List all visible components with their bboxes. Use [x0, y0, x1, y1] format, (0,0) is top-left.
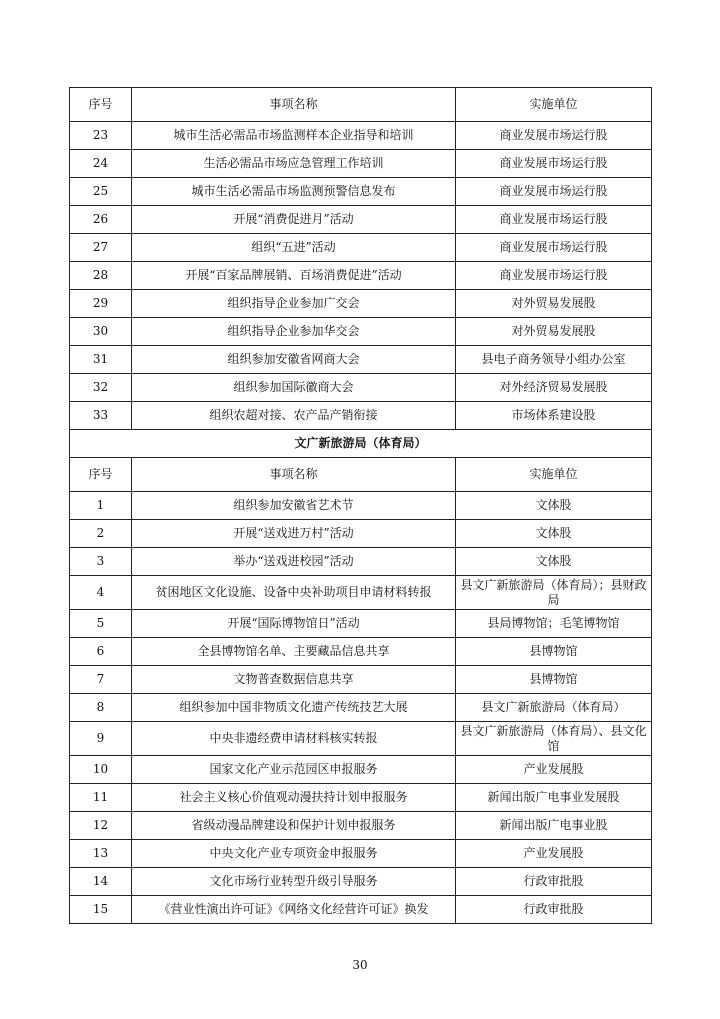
- table-row: [70, 694, 652, 722]
- row-item-name: 城市生活必需品市场监测预警信息发布: [132, 178, 456, 206]
- row-unit: 对外经济贸易发展股: [456, 374, 652, 402]
- row-unit: 商业发展市场运行股: [456, 206, 652, 234]
- table-row: [70, 458, 652, 492]
- header-unit: 实施单位: [456, 88, 652, 122]
- row-unit: 县文广新旅游局（体育局）: [456, 694, 652, 722]
- row-unit: 商业发展市场运行股: [456, 122, 652, 150]
- row-item-name: 开展“国际博物馆日”活动: [132, 610, 456, 638]
- row-item-name: 文化市场行业转型升级引导服务: [132, 868, 456, 896]
- row-seq: 25: [70, 178, 132, 206]
- row-unit: 实施单位: [456, 458, 652, 492]
- row-seq: 7: [70, 666, 132, 694]
- table-row: [70, 374, 652, 402]
- row-seq: 33: [70, 402, 132, 430]
- row-item-name: 开展“百家品牌展销、百场消费促进”活动: [132, 262, 456, 290]
- row-item-name: 组织指导企业参加广交会: [132, 290, 456, 318]
- row-seq: 6: [70, 638, 132, 666]
- row-seq: 24: [70, 150, 132, 178]
- table-row: [70, 178, 652, 206]
- row-unit: 对外贸易发展股: [456, 290, 652, 318]
- row-item-name: 组织参加国际徽商大会: [132, 374, 456, 402]
- row-item-name: 组织指导企业参加华交会: [132, 318, 456, 346]
- row-seq: 5: [70, 610, 132, 638]
- row-seq: 3: [70, 548, 132, 576]
- table-row: [70, 234, 652, 262]
- row-seq: 序号: [70, 458, 132, 492]
- row-unit: 商业发展市场运行股: [456, 178, 652, 206]
- table-row: [70, 576, 652, 610]
- service-items-table: [69, 87, 652, 924]
- header-item: 事项名称: [132, 88, 456, 122]
- table-row: [70, 206, 652, 234]
- row-seq: 2: [70, 520, 132, 548]
- row-seq: 28: [70, 262, 132, 290]
- row-item-name: 组织参加安徽省艺术节: [132, 492, 456, 520]
- row-item-name: 开展“送戏进万村”活动: [132, 520, 456, 548]
- table-row: [70, 868, 652, 896]
- row-seq: 10: [70, 756, 132, 784]
- table-row: [70, 262, 652, 290]
- row-unit: 县电子商务领导小组办公室: [456, 346, 652, 374]
- table-row: [70, 290, 652, 318]
- row-seq: 15: [70, 896, 132, 924]
- row-item-name: 全县博物馆名单、主要藏品信息共享: [132, 638, 456, 666]
- table-row: [70, 840, 652, 868]
- row-seq: 12: [70, 812, 132, 840]
- row-item-name: 开展“消费促进月”活动: [132, 206, 456, 234]
- row-seq: 31: [70, 346, 132, 374]
- row-unit: 县博物馆: [456, 666, 652, 694]
- row-unit: 产业发展股: [456, 756, 652, 784]
- page-number: 30: [352, 958, 368, 972]
- table-row: [70, 346, 652, 374]
- row-unit: 县博物馆: [456, 638, 652, 666]
- table-row: [70, 520, 652, 548]
- header-seq: 序号: [70, 88, 132, 122]
- row-item-name: 省级动漫品牌建设和保护计划申报服务: [132, 812, 456, 840]
- section-title-row: [70, 430, 652, 458]
- row-item-name: 文物普查数据信息共享: [132, 666, 456, 694]
- row-seq: 9: [70, 722, 132, 756]
- row-unit: 对外贸易发展股: [456, 318, 652, 346]
- table-row: [70, 610, 652, 638]
- row-unit: 商业发展市场运行股: [456, 262, 652, 290]
- row-seq: 11: [70, 784, 132, 812]
- row-unit: 文体股: [456, 548, 652, 576]
- row-unit: 新闻出版广电事业发展股: [456, 784, 652, 812]
- table-row: [70, 402, 652, 430]
- row-item-name: 国家文化产业示范园区申报服务: [132, 756, 456, 784]
- table-row: [70, 722, 652, 756]
- row-item-name: 生活必需品市场应急管理工作培训: [132, 150, 456, 178]
- row-seq: 8: [70, 694, 132, 722]
- row-unit: 县局博物馆；毛笔博物馆: [456, 610, 652, 638]
- row-unit: 县文广新旅游局（体育局）、县文化馆: [456, 722, 652, 756]
- row-seq: 30: [70, 318, 132, 346]
- row-seq: 13: [70, 840, 132, 868]
- row-item-name: 中央非遗经费申请材料核实转报: [132, 722, 456, 756]
- row-unit: 商业发展市场运行股: [456, 234, 652, 262]
- table-row: [70, 638, 652, 666]
- table-header-row: [70, 88, 652, 122]
- row-unit: 商业发展市场运行股: [456, 150, 652, 178]
- row-unit: 产业发展股: [456, 840, 652, 868]
- row-unit: 行政审批股: [456, 868, 652, 896]
- row-item-name: 组织“五进”活动: [132, 234, 456, 262]
- row-seq: 27: [70, 234, 132, 262]
- row-item-name: 组织参加中国非物质文化遗产传统技艺大展: [132, 694, 456, 722]
- row-unit: 行政审批股: [456, 896, 652, 924]
- table-row: [70, 784, 652, 812]
- table-row: [70, 666, 652, 694]
- table-row: [70, 896, 652, 924]
- table-row: [70, 756, 652, 784]
- row-item-name: 《营业性演出许可证》《网络文化经营许可证》换发: [132, 896, 456, 924]
- table-row: [70, 548, 652, 576]
- table-row: [70, 812, 652, 840]
- row-seq: 32: [70, 374, 132, 402]
- table-row: [70, 122, 652, 150]
- row-unit: 市场体系建设股: [456, 402, 652, 430]
- row-item-name: 贫困地区文化设施、设备中央补助项目申请材料转报: [132, 576, 456, 610]
- table-row: [70, 150, 652, 178]
- table-row: [70, 492, 652, 520]
- row-seq: 23: [70, 122, 132, 150]
- row-item-name: 中央文化产业专项资金申报服务: [132, 840, 456, 868]
- row-item-name: 组织农超对接、农产品产销衔接: [132, 402, 456, 430]
- row-item-name: 组织参加安徽省网商大会: [132, 346, 456, 374]
- row-seq: 1: [70, 492, 132, 520]
- row-unit: 文体股: [456, 492, 652, 520]
- section-title: 文广新旅游局（体育局）: [70, 430, 652, 458]
- row-seq: 14: [70, 868, 132, 896]
- table-row: [70, 318, 652, 346]
- row-unit: 文体股: [456, 520, 652, 548]
- row-item-name: 事项名称: [132, 458, 456, 492]
- row-item-name: 城市生活必需品市场监测样本企业指导和培训: [132, 122, 456, 150]
- row-item-name: 社会主义核心价值观动漫扶持计划申报服务: [132, 784, 456, 812]
- row-seq: 4: [70, 576, 132, 610]
- row-item-name: 举办“送戏进校园”活动: [132, 548, 456, 576]
- row-seq: 29: [70, 290, 132, 318]
- row-unit: 县文广新旅游局（体育局）；县财政局: [456, 576, 652, 610]
- row-unit: 新闻出版广电事业股: [456, 812, 652, 840]
- row-seq: 26: [70, 206, 132, 234]
